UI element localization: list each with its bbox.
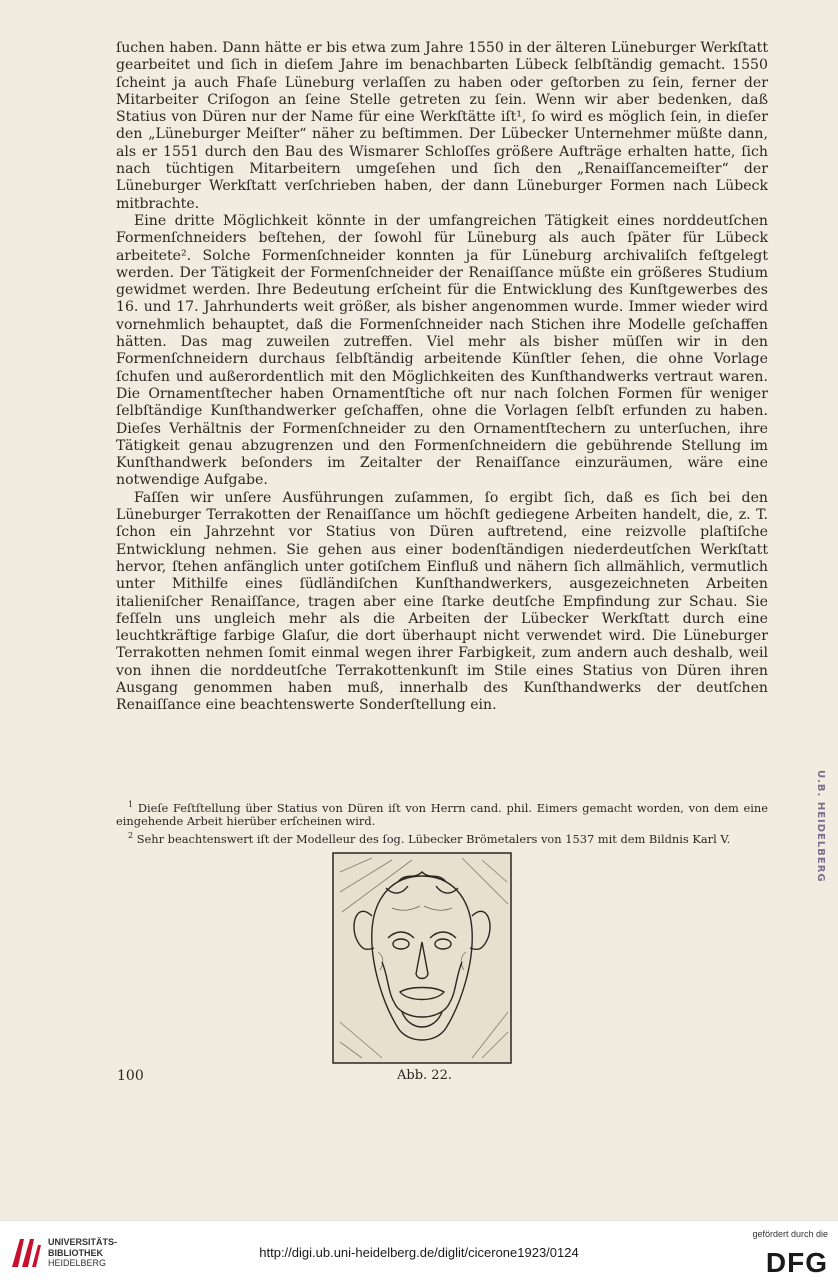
footnote-text: Sehr beachtenswert iſt der Modelleur des ſog. Lübecker Brömetalers von 1537 mit dem Bildnis Karl V.	[136, 831, 731, 846]
figure-caption: Abb. 22.	[397, 1068, 452, 1083]
paragraph: Faſſen wir unſere Ausführungen zuſammen, ſo ergibt ſich, daß es ſich bei den Lüneburger Terrakotten der Renaiſſance um höchſt gediegene Arbeiten handelt, die, z. T. ſchon ein Jahrzehnt vor Statius von Düren auftretend, eine reizvolle plaſtiſche Entwicklung nehmen. Sie gehen aus einer bodenſtändigen niederdeutſchen Werkſtatt hervor, ſtehen anfänglich unter gotiſchem Einfluß und nähern ſich allmählich, vermutlich unter Mithilfe eines ſüdländiſchen Kunſthandwerkers, ausgezeichneten Arbeiten italieniſcher Renaiſſance, tragen aber eine ſtarke deutſche Empfindung zur Schau. Sie feſſeln uns ungleich mehr als die Arbeiten der Lübecker Werkſtatt durch eine leuchtkräftige farbige Glaſur, die dort überhaupt nicht verwendet wird. Die Lüneburger Terrakotten nehmen ſomit einmal wegen ihrer Farbigkeit, zum andern auch deshalb, weil von ihnen die norddeutſche Terrakottenkunſt im Stile eines Statius von Düren ihren Ausgang genommen haben muß, innerhalb des Kunſthandwerks der deutſchen Renaiſſance eine beachtenswerte Sonderſtellung ein.	[116, 489, 768, 714]
footnote-mark: 1	[128, 800, 134, 809]
footnote-mark: 2	[128, 830, 134, 840]
paragraph: Eine dritte Möglichkeit könnte in der umfangreichen Tätigkeit eines norddeutſchen Formenſchneiders beſtehen, der ſowohl für Lüneburg als auch ſpäter für Lübeck arbeitete². Solche Formenſchneider konnten ja für Lüneburg archivaliſch feſtgelegt werden. Der Tätigkeit der Formenſchneider der Renaiſſance müßte ein größeres Studium gewidmet werden. Ihre Bedeutung erſcheint für die Entwicklung des Kunſtgewerbes des 16. und 17. Jahrhunderts weit größer, als bisher angenommen wurde. Immer wieder wird vornehmlich behauptet, daß die Formenſchneider nach Stichen ihre Modelle geſchaffen hätten. Das mag zuweilen zutreffen. Viel mehr als bisher müſſen wir in den Formenſchneidern durchaus ſelbſtändig arbeitende Künſtler ſehen, die ohne Vorlage ſchufen und außerordentlich mit den Möglichkeiten des Kunſthandwerks vertraut waren. Die Ornamentſtecher haben Ornamentſtiche oft nur nach ſolchen Formen für weniger ſelbſtändige Kunſthandwerker geſchaffen, ohne die Vorlagen ſelbſt erfunden zu haben. Dieſes Verhältnis der Formenſchneider zu den Ornamentſtechern zu unterſuchen, ihre Tätigkeit genau abzugrenzen und den Formenſchneidern die gebührende Stellung im Kunſthandwerk beſonders im Zeitalter der Renaiſſance einzuräumen, wäre eine notwendige Aufgabe.	[116, 212, 768, 489]
figure-terracotta-mask	[332, 852, 512, 1064]
page-number: 100	[117, 1068, 144, 1084]
library-stamp	[806, 770, 830, 890]
funding-note: gefördert durch die	[752, 1229, 828, 1239]
logo-line: BIBLIOTHEK	[48, 1247, 103, 1258]
logo-line: HEIDELBERG	[48, 1258, 107, 1268]
library-stamp-text: U.B. HEIDELBERG	[815, 770, 826, 883]
footnote	[116, 798, 768, 829]
footnotes	[116, 798, 768, 846]
body-text	[116, 40, 768, 715]
paragraph: ſuchen haben. Dann hätte er bis etwa zum Jahre 1550 in der älteren Lüneburger Werkſtatt gearbeitet und ſich in dieſem Jahre im benachbarten Lübeck ſelbſtändig gemacht. 1550 ſcheint ja auch Fhaſe Lüneburg verlaſſen zu haben oder geſtorben zu ſein, ferner der Mitarbeiter Criſogon an ſeine Stelle getreten zu ſein. Wenn wir aber bedenken, daß Statius von Düren nur der Name für eine Werkſtätte iſt¹, ſo wird es möglich ſein, in dieſer den „Lüneburger Meiſter“ näher zu beſtimmen. Der Lübecker Unternehmer müßte dann, als er 1551 durch den Bau des Wismarer Schloſſes größere Aufträge erhalten hatte, ſich nach tüchtigen Mitarbeitern umgeſehen und ſich den „Renaiſſancemeiſter“ der Lüneburger Werkſtatt verſchrieben haben, der dann Lüneburger Formen nach Lübeck mitbrachte.	[116, 40, 768, 212]
footnote-text: Dieſe Feſtſtellung über Statius von Düren iſt von Herrn cand. phil. Eimers gemacht worden, von dem eine eingehende Arbeit hierüber erſcheinen wird.	[116, 800, 769, 829]
footer-bar	[0, 1220, 838, 1283]
permalink-url[interactable]: http://digi.ub.uni-heidelberg.de/diglit/cicerone1923/0124	[259, 1245, 579, 1260]
logo-line: UNIVERSITÄTS-	[48, 1237, 118, 1247]
dfg-logo[interactable]: DFG	[765, 1247, 828, 1278]
footnote	[116, 829, 768, 846]
